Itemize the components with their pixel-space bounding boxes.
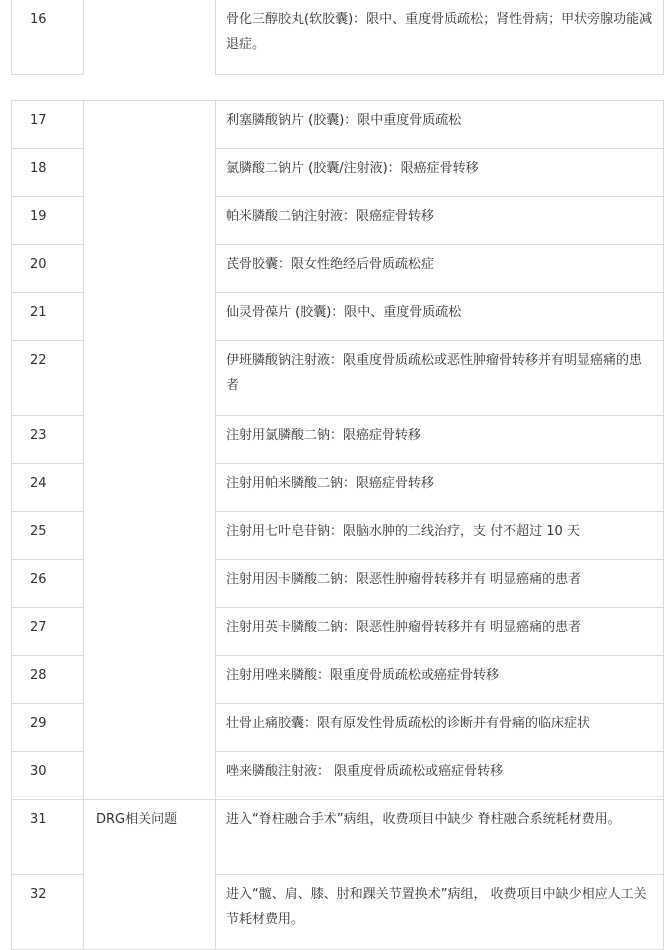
- row-number: 30: [12, 752, 84, 800]
- table-row: [12, 656, 664, 704]
- row-number: 20: [12, 245, 84, 293]
- table-row: [12, 704, 664, 752]
- row-category: [84, 704, 216, 752]
- row-number: 25: [12, 512, 84, 560]
- row-number: 18: [12, 149, 84, 197]
- row-description: 进入“脊柱融合手术”病组，收费项目中缺少 脊柱融合系统耗材费用。: [216, 800, 664, 875]
- row-description: 利塞膦酸钠片 (胶囊)：限中重度骨质疏松: [216, 101, 664, 149]
- row-category: [84, 149, 216, 197]
- table-row: [12, 293, 664, 341]
- row-number: 27: [12, 608, 84, 656]
- row-number: 32: [12, 875, 84, 950]
- table-fragment-top: [11, 0, 664, 75]
- table-row: [12, 197, 664, 245]
- row-category: [84, 752, 216, 800]
- row-description: 仙灵骨葆片 (胶囊)：限中、重度骨质疏松: [216, 293, 664, 341]
- row-description: 伊班膦酸钠注射液：限重度骨质疏松或恶性肿瘤骨转移并有明显癌痛的患者: [216, 341, 664, 416]
- table-row: [12, 416, 664, 464]
- row-number: 19: [12, 197, 84, 245]
- row-category: [84, 0, 216, 75]
- row-description: 骨化三醇胶丸(软胶囊)：限中、重度骨质疏松；肾性骨病；甲状旁腺功能减退症。: [216, 0, 664, 75]
- table-row: [12, 512, 664, 560]
- row-description: 壮骨止痛胶囊：限有原发性骨质疏松的诊断并有骨痛的临床症状: [216, 704, 664, 752]
- row-number: 29: [12, 704, 84, 752]
- row-number: 17: [12, 101, 84, 149]
- row-category: [84, 101, 216, 149]
- table-row: [12, 560, 664, 608]
- table-row: [12, 608, 664, 656]
- table-row: [12, 245, 664, 293]
- table-row: [12, 341, 664, 416]
- row-description: 进入“髋、肩、膝、肘和踝关节置换术”病组， 收费项目中缺少相应人工关节耗材费用。: [216, 875, 664, 950]
- row-number: 31: [12, 800, 84, 875]
- row-number: 28: [12, 656, 84, 704]
- row-category: [84, 245, 216, 293]
- row-category: DRG相关问题: [84, 800, 216, 875]
- row-number: 21: [12, 293, 84, 341]
- row-description: 注射用帕米膦酸二钠：限癌症骨转移: [216, 464, 664, 512]
- row-description: 氯膦酸二钠片 (胶囊/注射液)：限癌症骨转移: [216, 149, 664, 197]
- row-number: 26: [12, 560, 84, 608]
- drug-restriction-table: [11, 100, 664, 950]
- row-number: 24: [12, 464, 84, 512]
- next-row-edge: [11, 796, 83, 808]
- row-category: [84, 464, 216, 512]
- table-row: [12, 0, 664, 75]
- row-category: [84, 656, 216, 704]
- row-description: 注射用七叶皂苷钠：限脑水肿的二线治疗，支 付不超过 10 天: [216, 512, 664, 560]
- table-row: [12, 800, 664, 875]
- table-row: [12, 101, 664, 149]
- row-category: [84, 512, 216, 560]
- row-description: 芪骨胶囊：限女性绝经后骨质疏松症: [216, 245, 664, 293]
- row-category: [84, 293, 216, 341]
- next-row-edge: [215, 796, 663, 808]
- row-description: 唑来膦酸注射液： 限重度骨质疏松或癌症骨转移: [216, 752, 664, 800]
- row-category: [84, 416, 216, 464]
- table-row: [12, 875, 664, 950]
- row-description: 帕米膦酸二钠注射液：限癌症骨转移: [216, 197, 664, 245]
- row-category: [84, 608, 216, 656]
- row-number: 23: [12, 416, 84, 464]
- row-description: 注射用英卡膦酸二钠：限恶性肿瘤骨转移并有 明显癌痛的患者: [216, 608, 664, 656]
- row-category: [84, 197, 216, 245]
- row-description: 注射用因卡膦酸二钠：限恶性肿瘤骨转移并有 明显癌痛的患者: [216, 560, 664, 608]
- row-category: [84, 341, 216, 416]
- row-category: [84, 560, 216, 608]
- row-number: 22: [12, 341, 84, 416]
- table-row: [12, 149, 664, 197]
- row-description: 注射用唑来膦酸：限重度骨质疏松或癌症骨转移: [216, 656, 664, 704]
- table-row: [12, 752, 664, 800]
- row-number: 16: [12, 0, 84, 75]
- row-description: 注射用氯膦酸二钠：限癌症骨转移: [216, 416, 664, 464]
- table-row: [12, 464, 664, 512]
- row-category: [84, 875, 216, 950]
